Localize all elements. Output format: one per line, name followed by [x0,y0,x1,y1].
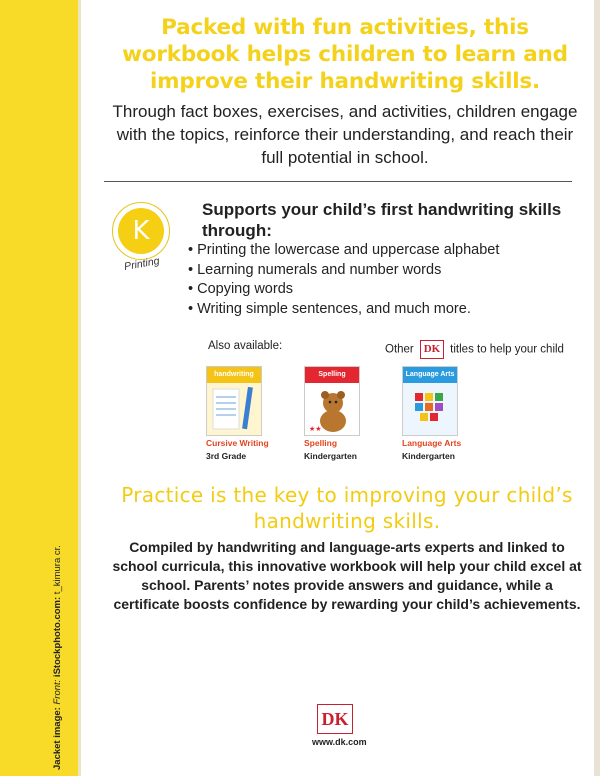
dk-logo: DK [317,704,353,734]
credit-name: t_kimura cr. [52,545,63,595]
book-title: Spelling [304,438,338,448]
publisher-url[interactable]: www.dk.com [312,737,367,747]
dk-logo-small: DK [420,340,444,359]
other-titles-after: titles to help your child [450,343,564,356]
book-cover-art [207,383,261,435]
also-available-label: Also available: [208,340,283,352]
intro-text: Through fact boxes, exercises, and activities, children engage with the topics, reinforce their understanding, and reach their full potential in school. [112,102,578,167]
book-cover-title: Language Arts [403,367,457,383]
book-cover-title: handwriting [207,367,261,383]
book-title: Language Arts [402,438,462,448]
jacket-image-credit [52,545,63,770]
supports-title: Supports your child’s first handwriting skills through: [202,200,562,240]
page-edge [594,0,600,776]
credit-source: iStockphoto.com: [52,596,63,678]
book-cover-title: Spelling [305,367,359,383]
list-item: • Learning numerals and number words [188,261,499,281]
credit-front: Front: [52,679,63,705]
book-cover-cursive-writing[interactable] [206,366,262,436]
supports-list [188,241,499,319]
divider [104,181,572,182]
book-level: 3rd Grade [206,451,247,461]
book-cover-spelling[interactable] [304,366,360,436]
tagline: Practice is the key to improving your child’s handwriting skills. [121,483,573,533]
list-item: • Writing simple sentences, and much more. [188,300,499,320]
credit-label: Jacket image: [52,707,63,770]
list-item: • Copying words [188,280,499,300]
level-badge: K [118,208,164,254]
svg-text:★★: ★★ [309,425,322,433]
description-text: Compiled by handwriting and language-arts experts and linked to school curricula, this innovative workbook will help your child excel at school. Parents’ notes provide answers and guidance, while a certificate boosts confidence by rewarding your child’s achievements. [112,539,582,612]
teddy-bear-illustration [305,383,359,435]
other-titles-before: Other [385,343,414,356]
book-level: Kindergarten [304,451,357,461]
yellow-spine [0,0,78,776]
book-title: Cursive Writing [206,438,269,448]
list-item: • Printing the lowercase and uppercase alphabet [188,241,499,261]
level-badge-label: Printing [123,254,161,274]
alphabet-blocks-illustration [403,383,457,435]
book-level: Kindergarten [402,451,455,461]
other-titles-line [385,340,564,359]
book-cover-language-arts[interactable] [402,366,458,436]
headline: Packed with fun activities, this workbook helps children to learn and improve their handwriting skills. [122,15,568,94]
